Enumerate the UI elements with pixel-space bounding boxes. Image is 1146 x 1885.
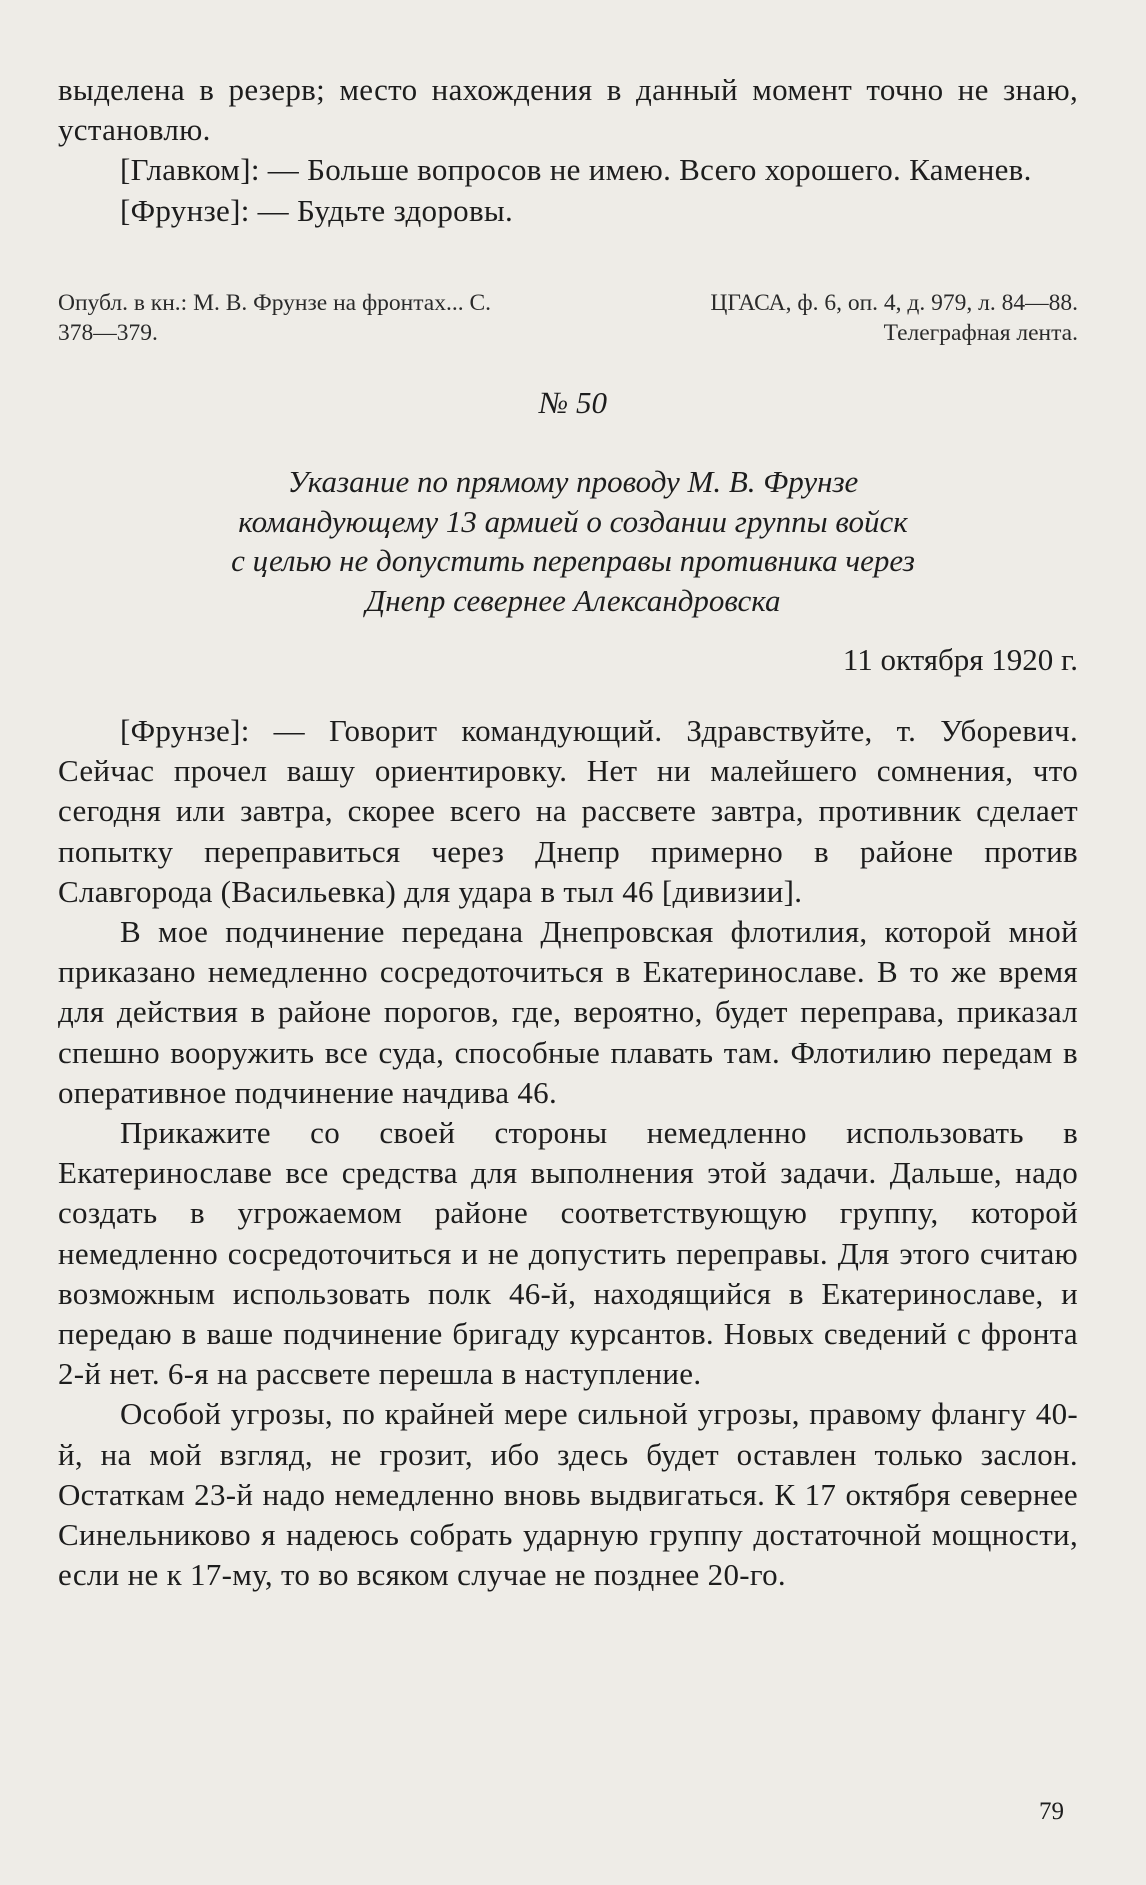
body-paragraph: Прикажите со своей стороны немедленно использовать в Екатеринославе все средства для выполнения этой задачи. Дальше, надо создать в угрожаемом районе соответствующую группу, которой немедленно сосредоточиться и не допустить переправы. Для этого считаю возможным использовать полк 46-й, находящийся в Екатеринославе, и передаю в ваше подчинение бригаду курсантов. Новых сведений с фронта 2-й нет. 6-я на рассвете перешла в наступление. xyxy=(58,1115,1078,1392)
source-reference xyxy=(58,288,1078,348)
document-title-line: Днепр севернее Александровска xyxy=(365,582,781,618)
continuation-paragraph: выделена в резерв; место нахождения в данный момент точно не знаю, установлю. xyxy=(58,72,1078,148)
continuation-text xyxy=(58,70,1078,231)
dialogue-line-glavkom: [Главком]: — Больше вопросов не имею. Всего хорошего. Каменев. xyxy=(120,152,1032,188)
document-title-line: с целью не допустить переправы противника через xyxy=(231,543,915,578)
document-date: 11 октября 1920 г. xyxy=(842,642,1078,677)
body-paragraph: Особой угрозы, по крайней мере сильной угрозы, правому флангу 40-й, на мой взгляд, не грозит, ибо здесь будет оставлен только заслон. Остаткам 23-й надо немедленно вновь выдвигаться. К 17 октября севернее Синельниково я надеюсь собрать ударную группу достаточной мощности, если не к 17-му, то во всяком случае не позднее 20-го. xyxy=(58,1396,1078,1593)
document-title-line: командующему 13 армией о создании группы войск xyxy=(238,503,908,539)
page-number: 79 xyxy=(1039,1798,1064,1825)
document-number: № 50 xyxy=(539,385,607,420)
archive-reference: ЦГАСА, ф. 6, оп. 4, д. 979, л. 84—88. Телеграфная лента. xyxy=(710,290,1078,346)
document-body xyxy=(58,711,1078,1595)
dialogue-line-frunze: [Фрунзе]: — Будьте здоровы. xyxy=(120,192,514,228)
document-title-line: Указание по прямому проводу М. В. Фрунзе xyxy=(287,464,859,499)
body-paragraph: [Фрунзе]: — Говорит командующий. Здравствуйте, т. Уборевич. Сейчас прочел вашу ориентировку. Нет ни малейшего сомнения, что сегодня или завтра, скорее всего на рассвете завтра, противник сделает попытку переправиться через Днепр примерно в районе против Славгорода (Васильевка) для удара в тыл 46 [дивизии]. xyxy=(58,713,1078,909)
document-title xyxy=(0,462,1146,620)
publication-reference: Опубл. в кн.: М. В. Фрунзе на фронтах... С. 378—379. xyxy=(58,290,492,346)
body-paragraph: В мое подчинение передана Днепровская флотилия, которой мной приказано немедленно сосредоточиться в Екатеринославе. В то же время для действия в районе порогов, где, вероятно, будет переправа, приказал спешно вооружить все суда, способные плавать там. Флотилию передам в оперативное подчинение начдива 46. xyxy=(58,914,1078,1110)
